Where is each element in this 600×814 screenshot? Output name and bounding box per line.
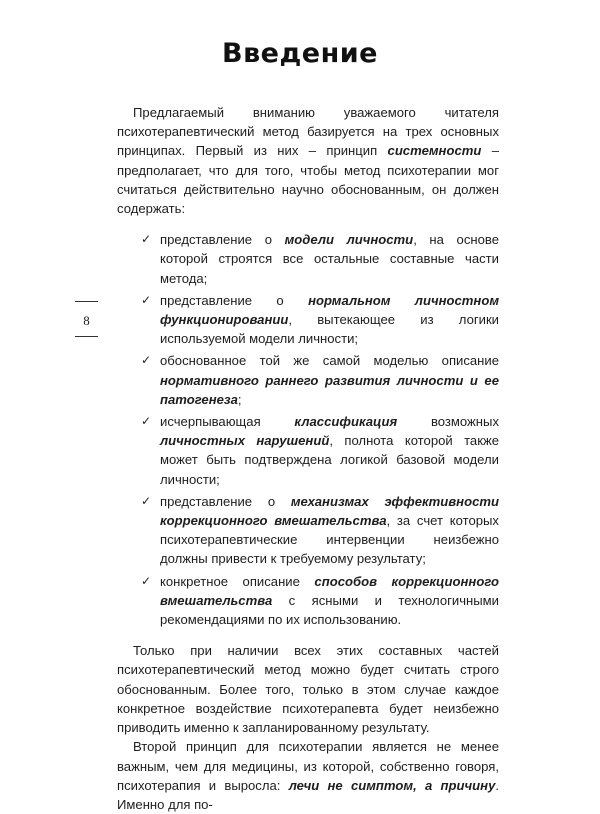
emphasis: нормальном личностном функционировании	[160, 292, 499, 328]
emphasis: модели личности	[284, 232, 414, 248]
check-icon: ✓	[141, 292, 152, 307]
check-icon: ✓	[141, 493, 152, 508]
list-item: ✓ исчерпывающая классификация возможных личностных нарушений, полнота которой также может быть подтверждена логикой базовой модели личности;	[141, 414, 499, 487]
emphasis: способов коррекционного вмешательства	[160, 573, 499, 608]
emphasis: системности	[387, 143, 482, 159]
check-icon: ✓	[141, 414, 152, 429]
emphasis: лечи не симптом, а причину	[288, 777, 496, 793]
paragraph-3: Второй принцип для психотерапии является не менее важным, чем для медицины, из которой, собственно говоря, психотерапия и выросла: лечи не симптом, а причину. Именно для по-	[117, 739, 499, 812]
list-item: ✓ представление о нормальном личностном функционировании, вытекающее из логики используемой модели личности;	[141, 292, 499, 347]
page-number-rule-top	[75, 301, 98, 302]
body-text	[117, 103, 499, 814]
page-number: 8	[83, 313, 90, 328]
emphasis: личностных нарушений	[160, 433, 330, 449]
check-icon: ✓	[141, 232, 152, 247]
intro-paragraph: Предлагаемый вниманию уважаемого читателя психотерапевтический метод базируется на трех основных принципах. Первый из них – принцип системности – предполагает, что для того, чтобы метод психотерапии мог считаться действительно научно обоснованным, он должен содержать:	[117, 105, 500, 217]
check-icon: ✓	[141, 353, 152, 368]
list-item: ✓ конкретное описание способов коррекционного вмешательства с ясными и технологичными рекомендациями по их использованию.	[141, 573, 499, 628]
requirements-list	[117, 230, 499, 629]
check-icon: ✓	[141, 573, 152, 588]
list-item: ✓ обоснованное той же самой моделью описание нормативного раннего развития личности и ее патогенеза;	[141, 353, 499, 407]
emphasis: нормативного раннего развития личности и ее патогенеза	[160, 372, 499, 407]
page-title: Введение	[222, 38, 378, 69]
paragraph-2: Только при наличии всех этих составных частей психотерапевтический метод можно будет считать строго обоснованным. Более того, только в этом случае каждое конкретное воздействие психотерапевта будет неизбежно приводить именно к запланированному результату.	[117, 643, 499, 736]
page-number-rule-bottom	[75, 336, 98, 337]
emphasis: механизмах эффективности коррекционного вмешательства	[160, 493, 499, 529]
list-item: ✓ представление о модели личности, на основе которой строятся все остальные составные части метода;	[141, 232, 499, 286]
list-item: ✓ представление о механизмах эффективности коррекционного вмешательства, за счет которых психотерапевтические интервенции неизбежно должны привести к требуемому результату;	[141, 493, 499, 567]
emphasis: классификация	[294, 414, 398, 430]
